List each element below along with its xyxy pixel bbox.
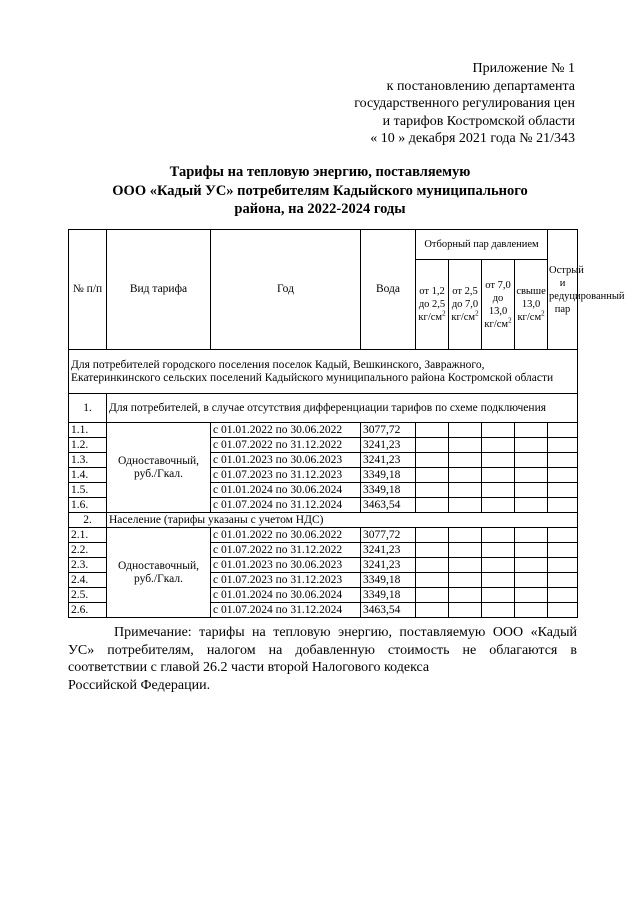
table-row-num: 1.4. — [69, 468, 107, 483]
appendix-line-1: Приложение № 1 — [472, 61, 575, 76]
table-row-water: 3463,54 — [361, 603, 416, 618]
table-row-num: 2.4. — [69, 573, 107, 588]
header-steam-group: Отборный пар давлением — [416, 230, 548, 260]
table-row-num: 1.5. — [69, 483, 107, 498]
table-row-num: 1.2. — [69, 438, 107, 453]
appendix-line-5: « 10 » декабря 2021 года № 21/343 — [370, 131, 575, 146]
table-row-period: с 01.07.2024 по 31.12.2024 — [211, 603, 361, 618]
table-row-water: 3241,23 — [361, 438, 416, 453]
table-row-water: 3349,18 — [361, 468, 416, 483]
table-row-num: 1.6. — [69, 498, 107, 513]
header-steam-1: от 1,2 до 2,5 $кг/см^2$ — [416, 260, 449, 350]
table-row-period: с 01.01.2023 по 30.06.2023 — [211, 453, 361, 468]
appendix-line-4: и тарифов Костромской области — [382, 113, 575, 129]
header-tariff-type: Вид тарифа — [107, 230, 211, 350]
appendix-block — [300, 60, 575, 148]
table-row-num: 2.1. — [69, 528, 107, 543]
table-row-num: 2.6. — [69, 603, 107, 618]
table-row-period: с 01.01.2023 по 30.06.2023 — [211, 558, 361, 573]
table-row-water: 3077,72 — [361, 528, 416, 543]
header-steam-4: свыше 13,0 $кг/см^2$ — [515, 260, 548, 350]
table-row-water: 3349,18 — [361, 573, 416, 588]
group-header: Для потребителей городского поселения поселок Кадый, Вешкинского, Завражного, Екатеринкинского сельских поселений Кадыйского муниципального района Костромской области — [69, 350, 578, 394]
table-row-num: 1.1. — [69, 423, 107, 438]
table-row-water: 3241,23 — [361, 453, 416, 468]
appendix-line-3: государственного регулирования цен — [354, 96, 575, 111]
table-row-water: 3077,72 — [361, 423, 416, 438]
header-hot-steam: Острый и редуцированный пар — [548, 230, 578, 350]
title-line-3: района, на 2022-2024 годы — [234, 201, 406, 217]
tariff-type-cell: Одноставочный, руб./Гкал. — [107, 423, 211, 513]
header-num: № п/п — [69, 230, 107, 350]
table-row-period: с 01.01.2024 по 30.06.2024 — [211, 483, 361, 498]
table-row-period: с 01.07.2023 по 31.12.2023 — [211, 468, 361, 483]
table-row-water: 3241,23 — [361, 543, 416, 558]
table-row-water: 3349,18 — [361, 588, 416, 603]
tariff-table — [68, 229, 625, 618]
section-2-title: Население (тарифы указаны с учетом НДС) — [107, 513, 578, 528]
table-row-num: 2.2. — [69, 543, 107, 558]
tariff-type-cell: Одноставочный, руб./Гкал. — [107, 528, 211, 618]
table-row-water: 3241,23 — [361, 558, 416, 573]
header-water: Вода — [361, 230, 416, 350]
title-line-1: Тарифы на тепловую энергию, поставляемую — [169, 164, 471, 180]
table-row-num: 2.3. — [69, 558, 107, 573]
table-row-period: с 01.07.2023 по 31.12.2023 — [211, 573, 361, 588]
section-1-num: 1. — [69, 394, 107, 423]
table-row-period: с 01.07.2022 по 31.12.2022 — [211, 438, 361, 453]
header-steam-2: от 2,5 до 7,0 $кг/см^2$ — [449, 260, 482, 350]
table-row-num: 1.3. — [69, 453, 107, 468]
section-2-num: 2. — [69, 513, 107, 528]
header-year: Год — [211, 230, 361, 350]
table-row-num: 2.5. — [69, 588, 107, 603]
table-row-period: с 01.07.2022 по 31.12.2022 — [211, 543, 361, 558]
section-1-title: Для потребителей, в случае отсутствия дифференциации тарифов по схеме подключения — [107, 394, 578, 423]
table-row-period: с 01.01.2024 по 30.06.2024 — [211, 588, 361, 603]
table-row-period: с 01.01.2022 по 30.06.2022 — [211, 528, 361, 543]
table-row-water: 3463,54 — [361, 498, 416, 513]
document-title — [60, 163, 580, 219]
title-line-2: ООО «Кадый УС» потребителям Кадыйского муниципального — [112, 182, 528, 199]
appendix-line-2: к постановлению департамента — [386, 78, 575, 94]
header-steam-3: от 7,0 до 13,0 $кг/см^2$ — [482, 260, 515, 350]
note-text-end: Российской Федерации. — [68, 677, 211, 693]
note-text: Примечание: тарифы на тепловую энергию, поставляемую ООО «Кадый УС» потребителям, налогом на добавленную стоимость не облагаются в соответствии с главой 26.2 части второй Налогового кодекса — [68, 625, 577, 675]
note-block — [68, 624, 577, 694]
table-row-period: с 01.07.2024 по 31.12.2024 — [211, 498, 361, 513]
table-row-water: 3349,18 — [361, 483, 416, 498]
table-row-period: с 01.01.2022 по 30.06.2022 — [211, 423, 361, 438]
